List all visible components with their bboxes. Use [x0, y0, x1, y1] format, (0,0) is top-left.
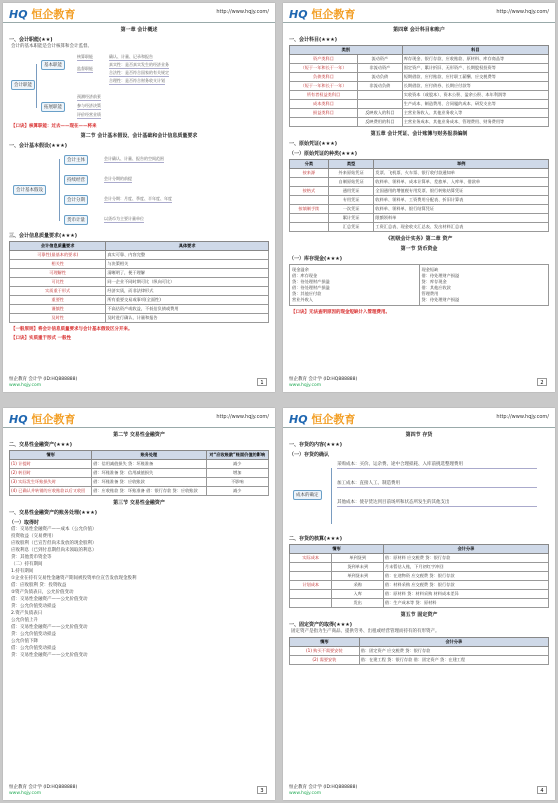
table-cell: 反映费用的科目: [357, 118, 402, 127]
table-cell: 工资汇总表、现金收支汇总表、发出材料汇总表: [374, 223, 549, 232]
table-cell: 发出: [332, 599, 383, 608]
page-2: [283, 3, 555, 392]
table-cell: 采购: [332, 581, 383, 590]
intro-text: 会计的基本职能是会计核算和会计监督。: [11, 44, 92, 49]
page-header: [283, 3, 555, 23]
table-cell: 主营业务收入、其他业务收入等: [402, 109, 548, 118]
journal-lines: [3, 527, 275, 659]
table-cell: (2) 需要安装: [290, 656, 360, 665]
table-cell: 实际成本: [290, 554, 332, 563]
table-cell: 生产成本、制造费用、合同履约成本、研发支出等: [402, 100, 548, 109]
page-number: 1: [257, 378, 267, 386]
text-line: 加工成本：直接人工、制造费用: [337, 481, 537, 488]
table-cell: 累计凭证: [328, 214, 374, 223]
fixed-asset-table: [289, 637, 549, 665]
table-cell: 不影响: [206, 478, 269, 487]
text-line: （二）持有期间: [11, 562, 43, 567]
mind-hs-note: 确认、计量、记录和报告: [109, 54, 153, 59]
mind-ext3: 评价经营业绩: [77, 112, 101, 117]
table-row: [290, 196, 549, 205]
text-line: 借：待处理财产损溢: [421, 273, 460, 278]
table-cell: 减少: [206, 460, 269, 469]
section-heading-3b: （一）库存现金(★★★): [289, 256, 343, 262]
table-cell: 借：在建工程 贷：银行存款 借：固定资产 贷：在建工程: [359, 656, 548, 665]
chapter-title: 第一章 会计概述: [120, 27, 158, 33]
table-cell: 收料单、领料单、成本计算单、差旅单、入库单、借款单: [374, 178, 549, 187]
col-header: 情形: [10, 451, 92, 460]
text-line: 公允价值下降: [11, 639, 38, 644]
section-title-2: 第三节 交易性金融资产: [113, 500, 165, 506]
table-cell: 借：坏账准备 贷：信用减值损失: [92, 469, 206, 478]
text-line: 公允价值上升: [11, 618, 38, 623]
table-cell: 单到货到: [332, 554, 383, 563]
table-cell: (1) 购买不需要安装: [290, 647, 360, 656]
section-heading: 二、交易性金融资产(★★★): [9, 442, 73, 448]
table-row: [290, 647, 549, 656]
col-header: 情形: [290, 545, 384, 554]
table-cell: [290, 572, 332, 581]
section-heading-2: 一、原始凭证(★★★): [289, 141, 338, 147]
text-line: ②资产负债表日，公允价值变动: [11, 590, 74, 595]
page-4: [283, 408, 555, 800]
table-row: [290, 590, 549, 599]
section-heading-2: 一、交易性金融资产的账务处理(★★★): [9, 510, 98, 516]
footer-company: 恒企教育 会计学 (ID:HQ888888): [289, 377, 358, 382]
mindmap-functions: [9, 52, 269, 120]
col-header: 类型: [328, 160, 374, 169]
voucher-table: [289, 159, 549, 232]
table-cell: 增加: [206, 469, 269, 478]
brand-logo: HQ 恒企教育: [289, 413, 356, 426]
text-line: 贷：交易性金融资产——公允价值变动: [11, 653, 88, 658]
table-row: [290, 118, 549, 127]
table-row: [10, 487, 269, 496]
text-line: 借：待处理财产损溢: [292, 285, 330, 290]
table-cell: 实收资本（或股本）、资本公积、盈余公积、本年利润等: [402, 91, 548, 100]
bad-debt-table: [9, 450, 269, 496]
mind-items: [337, 462, 537, 519]
text-line: 贷：公允价值变动损益: [11, 604, 56, 609]
mind-jd3: 合理性：是否符合财务收支计划: [109, 78, 165, 83]
table-cell: [357, 91, 402, 100]
table-cell: 主营业务成本、其他业务成本、管理费用、财务费用等: [402, 118, 548, 127]
table-cell: 收料单、领料单、工资费用分配表、折旧计算表: [374, 196, 549, 205]
table-cell: 借：信用减值损失 贷：坏账准备: [92, 460, 206, 469]
table-cell: 重要性: [10, 296, 106, 305]
table-cell: 同一企业不同时期可比（纵向可比）: [106, 278, 269, 287]
col-header: 会计信息质量要求: [10, 242, 106, 251]
page-header: [283, 408, 555, 428]
table-cell: 借：坏账准备 贷：应收账款: [92, 478, 206, 487]
mind2-b-note: 会计分期的前提: [104, 176, 132, 181]
text-line: 贷：待处理财产损溢: [292, 279, 330, 284]
table-cell: [290, 223, 329, 232]
table-cell: 借：原材料 应交税费 贷：银行存款: [383, 554, 548, 563]
table-cell: [290, 196, 329, 205]
mind-ext1: 预测经济前景: [77, 94, 101, 99]
page-number: 4: [537, 786, 547, 794]
table-cell: 库存现金、银行存款、应收账款、原材料、库存商品等: [402, 55, 548, 64]
col-header: 具体要求: [106, 242, 269, 251]
section-heading-2: 一、会计基本假设(★★★): [9, 143, 68, 149]
section-title-2: 第二节 会计基本假设、会计基础和会计信息质量要求: [80, 133, 198, 139]
table-cell: 全国通用的增值税专用发票、银行转账结算凭证: [374, 187, 549, 196]
text-line: 借：交易性金融资产——公允价值变动: [11, 597, 88, 602]
table-row: [290, 599, 549, 608]
mind-jd: 监督职能: [77, 66, 93, 71]
brand-logo: HQ 恒企教育: [9, 413, 76, 426]
table-row: [290, 178, 549, 187]
table-cell: 与决策相关: [106, 260, 269, 269]
text-line: 借：应收股利 贷：投资收益: [11, 583, 67, 588]
table-cell: (2) 转回时: [10, 469, 92, 478]
accounts-table: [289, 45, 549, 127]
table-cell: 收料单、领料单、银行结算凭证: [374, 205, 549, 214]
tip-note-2: 【一般原则】将会计信息质量要求与会计基本假设区分开来。: [11, 327, 133, 332]
table-row: [290, 73, 549, 82]
table-cell: 单到货未到: [332, 572, 383, 581]
table-cell: 短期借款、应付账款、应付职工薪酬、应交税费等: [402, 73, 548, 82]
section-title-3: 第五节 固定资产: [400, 612, 438, 618]
table-cell: 固定资产、累计折旧、无形资产、长期股权投资等: [402, 64, 548, 73]
table-cell: (1) 计提时: [10, 460, 92, 469]
col-header: 账务处理: [92, 451, 206, 460]
table-cell: 外来原始凭证: [328, 169, 374, 178]
tip-note: 【口诀】无法查明原因的现金短缺计入管理费用。: [291, 310, 390, 315]
table-cell: 借：固定资产 应交税费 贷：银行存款: [359, 647, 548, 656]
page-header: [3, 3, 275, 23]
text-line: 其他成本：使存货达到目前场所和状态所发生的其他支出: [337, 500, 537, 507]
text-line: 现金短缺: [421, 267, 439, 272]
section-heading-1a: （一）存货的确认: [289, 452, 330, 458]
brand-logo: HQ 恒企教育: [289, 8, 356, 21]
section-heading-2b: （一）原始凭证的种类(★★★): [289, 151, 358, 157]
table-cell: 入库: [332, 590, 383, 599]
text-line: 贷：待处理财产损溢: [421, 297, 460, 302]
table-cell: [290, 178, 329, 187]
text-line: 采购成本：买价、运杂费、途中合理损耗、入库前挑选整理费用: [337, 462, 537, 469]
mind2-a-note: 会计确认、计量、报告的空间范围: [104, 156, 164, 161]
footer-company: 恒企教育 会计学 (ID:HQ888888): [9, 785, 78, 790]
table-cell: 资产类科目: [290, 55, 358, 64]
table-cell: [290, 563, 332, 572]
cash-surplus-box: [290, 265, 420, 305]
table-row: [10, 269, 269, 278]
table-row: [290, 572, 549, 581]
table-row: [10, 296, 269, 305]
table-row: [10, 314, 269, 323]
text-line: 借：交易性金融资产——公允价值变动: [11, 625, 88, 630]
cash-shortage-box: [420, 265, 549, 305]
table-cell: 减少: [206, 487, 269, 496]
text-line: 应收股利（已宣告但尚未发放的现金股利）: [11, 541, 97, 546]
text-line: 2.资产负债表日: [11, 611, 43, 616]
table-row: [290, 169, 549, 178]
footer-site[interactable]: www.hqjy.com: [9, 383, 42, 388]
table-cell: 借：在途物资 应交税费 贷：银行存款: [383, 572, 548, 581]
col-header: 分类: [290, 160, 329, 169]
tip-note-3: 【口诀】实质重于形式 一般性: [11, 336, 72, 341]
section-heading-3: 三、会计信息质量要求(★★★): [9, 233, 78, 239]
table-cell: 谨慎性: [10, 305, 106, 314]
text-line: 贷：其他货币资金等: [11, 555, 52, 560]
col-header: 举例: [374, 160, 549, 169]
table-row: [10, 278, 269, 287]
table-cell: 限额领料单: [374, 214, 549, 223]
table-row: [10, 460, 269, 469]
section-title-2: 第五章 会计凭证、会计账簿与财务报表编制: [370, 131, 468, 137]
table-cell: 借：应收账款 贷：坏账准备 借：银行存款 贷：应收账款: [92, 487, 206, 496]
text-line: 营业外收入: [292, 297, 313, 302]
col-header: 类别: [290, 46, 403, 55]
header-url: http://www.hqjy.com/: [496, 414, 549, 420]
mind2-d-note: 以货币为主要计量单位: [104, 216, 144, 221]
text-line: 投资收益（交易费用）: [11, 534, 56, 539]
table-cell: 不高估资产或收益，不低估负债或费用: [106, 305, 269, 314]
footer-company: 恒企教育 会计学 (ID:HQ888888): [289, 785, 358, 790]
text-line: 借：其他应收款: [421, 285, 451, 290]
text-line: 管理费用: [421, 291, 439, 296]
section-heading: 一、会计职能(★★): [9, 37, 53, 43]
table-row: [290, 205, 549, 214]
page-number: 3: [257, 786, 267, 794]
table-cell: 非流动负债: [357, 82, 402, 91]
table-row: [290, 55, 549, 64]
section-title-3: 《初级会计实务》第二章 资产: [385, 236, 453, 242]
mind-jd1: 真实性：是否真实发生的经济业务: [109, 62, 169, 67]
mind2-root: 会计基本假设: [13, 185, 46, 195]
text-line: 贷：其他应付款: [292, 291, 322, 296]
table-row: [290, 214, 549, 223]
table-row: [10, 305, 269, 314]
table-cell: [357, 100, 402, 109]
tip-note: 【口诀】核算职能：过去——现在——将来: [11, 124, 97, 129]
table-row: [10, 469, 269, 478]
header-url: http://www.hqjy.com/: [216, 9, 269, 15]
text-line: 借：公允价值变动损益: [11, 646, 56, 651]
table-cell: 负债类科目: [290, 73, 358, 82]
mind-ext2: 参与经济决策: [77, 103, 101, 108]
table-cell: 损益类科目: [290, 109, 358, 118]
mind2-a: 会计主体: [64, 155, 88, 165]
table-cell: 所有者权益类科目: [290, 91, 358, 100]
text-line: 贷：公允价值变动损益: [11, 632, 56, 637]
mind2-d: 货币计量: [64, 215, 88, 225]
table-cell: [290, 590, 332, 599]
table-row: [290, 187, 549, 196]
table-cell: 按格式: [290, 187, 329, 196]
mind-hs: 核算职能: [77, 54, 93, 59]
table-row: [290, 91, 549, 100]
inventory-table: [289, 544, 549, 608]
table-cell: 自制原始凭证: [328, 178, 374, 187]
table-row: [290, 554, 549, 563]
text-line: 借：交易性金融资产——成本（公允价值）: [11, 527, 97, 532]
mind2-c-note: 会计分期：月度、季度、半年度、年度: [104, 196, 172, 201]
table-row: [290, 100, 549, 109]
table-cell: 非流动资产: [357, 64, 402, 73]
section-heading: 一、会计科目(★★★): [289, 37, 338, 43]
mind-ext: 拓展职能: [41, 102, 65, 112]
table-row: [290, 223, 549, 232]
table-cell: 可理解性: [10, 269, 106, 278]
header-url: http://www.hqjy.com/: [216, 414, 269, 420]
page-number: 2: [537, 378, 547, 386]
chapter-title: 第四节 存货: [405, 432, 433, 438]
table-cell: （短于一年和长于一年）: [290, 64, 358, 73]
table-cell: 经济实质，而非法律形式: [106, 287, 269, 296]
mind2-c: 会计分期: [64, 195, 88, 205]
table-cell: 借：原材料 贷：材料采购 材料成本差异: [383, 590, 548, 599]
table-row: [290, 581, 549, 590]
table-row: [10, 287, 269, 296]
table-cell: 可靠性(最基本的要求): [10, 251, 106, 260]
table-cell: 流动负债: [357, 73, 402, 82]
section-heading-3: 一、固定资产的取得(★★★): [289, 622, 353, 628]
table-cell: （短于一年和长于一年）: [290, 82, 358, 91]
table-cell: 反映收入的科目: [357, 109, 402, 118]
table-cell: 计划成本: [290, 581, 332, 590]
section-heading-2b: （一）取得时: [9, 520, 40, 526]
text-line: 贷：库存现金: [421, 279, 447, 284]
header-url: http://www.hqjy.com/: [496, 9, 549, 15]
table-cell: 按填制手续: [290, 205, 329, 214]
mindmap-assumptions: [9, 151, 269, 229]
mindmap-cost: [289, 460, 549, 532]
table-cell: 长期借款、应付债券、长期应付款等: [402, 82, 548, 91]
table-cell: 可比性: [10, 278, 106, 287]
section-heading: 一、存货的内容(★★★): [289, 442, 343, 448]
footer-company: 恒企教育 会计学 (ID:HQ888888): [9, 377, 78, 382]
quality-table: [9, 241, 269, 323]
table-cell: 一次凭证: [328, 205, 374, 214]
page-1: [3, 3, 275, 392]
table-cell: 借：生产成本等 贷：原材料: [383, 599, 548, 608]
cash-boxes: [289, 264, 549, 306]
text-line: 1.持有期间: [11, 569, 34, 574]
section-heading-2: 二、存货的核算(★★★): [289, 536, 343, 542]
table-cell: (4) 已确认并转销的应收账款以后又收回: [10, 487, 92, 496]
table-cell: 发票、飞机票、火车票、银行收付款通知单: [374, 169, 549, 178]
table-cell: 及时进行确认、计量和报告: [106, 314, 269, 323]
table-cell: 所有重要交易或事项(全面性): [106, 296, 269, 305]
section-text-3: 固定资产是指为生产商品、提供劳务、出租或经营管理而持有的有形资产。: [291, 629, 440, 634]
table-cell: 实质重于形式: [10, 287, 106, 296]
table-row: [290, 656, 549, 665]
mind-jd2: 合法性：是否符合国家的有关规定: [109, 70, 169, 75]
col-header: 情形: [290, 638, 360, 647]
footer-site[interactable]: www.hqjy.com: [289, 791, 322, 796]
footer-site[interactable]: www.hqjy.com: [289, 383, 322, 388]
section-title-3a: 第一节 货币资金: [400, 246, 438, 252]
chapter-title: 第二节 交易性金融资产: [113, 432, 165, 438]
table-row: [290, 563, 549, 572]
col-header: 会计分录: [359, 638, 548, 647]
table-cell: 相关性: [10, 260, 106, 269]
table-cell: 清晰明了，便于理解: [106, 269, 269, 278]
table-cell: 按来源: [290, 169, 329, 178]
mind-root: 成本的确定: [293, 490, 322, 500]
col-header: 对“应收账款”账面价值的影响: [206, 451, 269, 460]
mind2-b: 持续经营: [64, 175, 88, 185]
table-cell: 月末暂估入账，下月初红字冲回: [383, 563, 548, 572]
table-row: [290, 109, 549, 118]
table-row: [290, 64, 549, 73]
table-row: [290, 82, 549, 91]
text-line: ①企业在持有交易性金融资产期间被投资单位宣告发放现金股利: [11, 576, 137, 581]
text-line: 应收利息（已到付息期但尚未领取的利息）: [11, 548, 97, 553]
page-3: [3, 408, 275, 800]
mind-root: 会计职能: [11, 80, 35, 90]
table-cell: 借：材料采购 应交税费 贷：银行存款: [383, 581, 548, 590]
table-cell: 汇总凭证: [328, 223, 374, 232]
table-cell: 货到单未到: [332, 563, 383, 572]
table-cell: [290, 214, 329, 223]
table-cell: [290, 118, 358, 127]
table-row: [10, 260, 269, 269]
table-cell: 专用凭证: [328, 196, 374, 205]
table-cell: 真实可靠、内容完整: [106, 251, 269, 260]
mind-basic: 基本职能: [41, 60, 65, 70]
chapter-title: 第四章 会计科目和账户: [393, 27, 445, 33]
col-header: 科目: [402, 46, 548, 55]
table-cell: 成本类科目: [290, 100, 358, 109]
table-cell: 流动资产: [357, 55, 402, 64]
table-cell: (3) 实际发生坏账损失时: [10, 478, 92, 487]
col-header: 会计分录: [383, 545, 548, 554]
table-row: [10, 478, 269, 487]
table-cell: [290, 599, 332, 608]
table-cell: 通用凭证: [328, 187, 374, 196]
text-line: 借：库存现金: [292, 273, 318, 278]
page-header: [3, 408, 275, 428]
footer-site[interactable]: www.hqjy.com: [9, 791, 42, 796]
brand-logo: HQ 恒企教育: [9, 8, 76, 21]
text-line: 现金溢余: [292, 267, 309, 272]
table-row: [10, 251, 269, 260]
table-cell: 及时性: [10, 314, 106, 323]
